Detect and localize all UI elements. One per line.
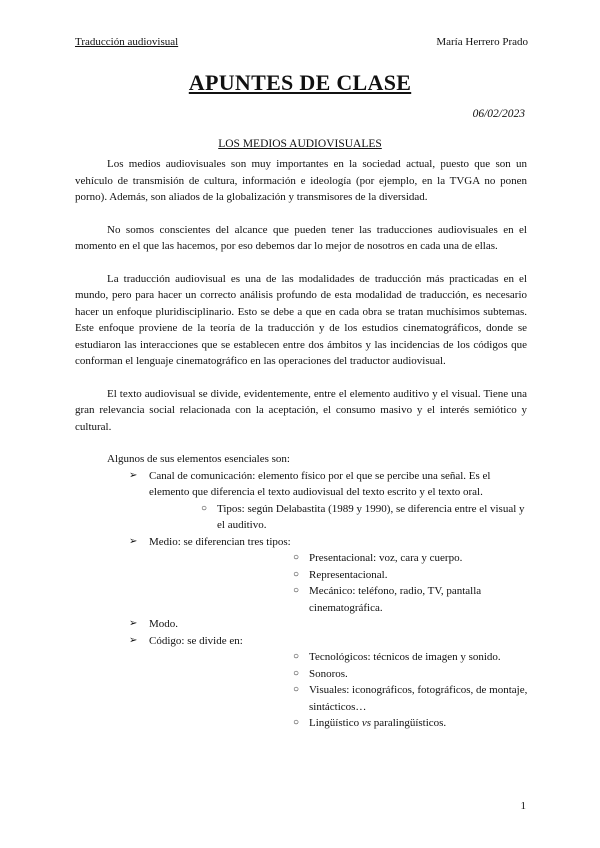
sub-list-item (289, 550, 549, 567)
arrow-bullet-icon: ➢ (129, 535, 138, 547)
circle-bullet-icon: ○ (201, 502, 208, 514)
page-number: 1 (520, 800, 526, 812)
circle-bullet-icon: ○ (293, 684, 300, 695)
arrow-bullet-icon: ➢ (129, 634, 138, 646)
arrow-bullet-icon: ➢ (129, 618, 138, 629)
sub-list-item (289, 649, 549, 666)
sub-list-item-text: Tecnológicos: técnicos de imagen y sonido. (309, 651, 501, 663)
header-author: María Herrero Prado (436, 36, 528, 48)
list-item (127, 468, 527, 534)
paragraph: La traducción audiovisual es una de las modalidades de traducción más practicadas en el mundo, pero para hacer un correcto análisis profundo de esta modalidad de traducción, es necesario hacer un enfoque pluridisciplinario. Esto se debe a que en cada obra se tratan muchísimos subtemas. Este enfoque proviene de la teoría de la traducción y de los estudios cinematográficos, donde se estudiaron las interacciones que se establecen entre dos ámbitos y las incidencias de los códigos que conforman el lenguaje cinematográfico en las operaciones del traductor audiovisual. (75, 272, 527, 367)
list-intro: Algunos de sus elementos esenciales son: (107, 453, 290, 465)
elements-list (75, 468, 527, 732)
list-item (127, 616, 527, 633)
sub-list-item (289, 583, 549, 616)
sub-list-item-text: Representacional. (309, 568, 388, 581)
paragraph: El texto audiovisual se divide, evidentemente, entre el elemento auditivo y el visual. Tiene una gran relevancia social relacionada con la aceptación, el consumo masivo y el interés semiótico y cultural. (75, 387, 527, 433)
sub-list-item-text: Sonoros. (309, 667, 348, 680)
sub-list-item (197, 501, 527, 534)
sub-list (289, 649, 549, 732)
sub-list-item-text: Presentacional: voz, cara y cuerpo. (309, 552, 463, 564)
circle-bullet-icon: ○ (293, 667, 300, 679)
circle-bullet-icon: ○ (293, 717, 300, 728)
arrow-bullet-icon: ➢ (129, 469, 138, 481)
section-title: LOS MEDIOS AUDIOVISUALES (218, 138, 382, 150)
document-date: 06/02/2023 (472, 108, 525, 120)
text-fragment: paralingüísticos. (371, 717, 447, 729)
sub-list-item (289, 715, 549, 732)
circle-bullet-icon: ○ (293, 552, 300, 563)
sub-list (149, 501, 527, 534)
list-item (127, 633, 527, 732)
list-item-text: Canal de comunicación: elemento físico por el que se percibe una señal. Es el elemento que diferencia el texto audiovisual del texto escrito y el texto oral. (149, 469, 491, 498)
sub-list-item-text: Visuales: iconográficos, fotográficos, de montaje, sintácticos… (309, 684, 528, 713)
document-body (75, 156, 527, 732)
list-item-text: Modo. (149, 618, 179, 630)
header-subject: Traducción audiovisual (75, 36, 179, 48)
sub-list-item (289, 666, 549, 683)
paragraph: No somos conscientes del alcance que pueden tener las traducciones audiovisuales en el momento en el que las hacemos, por eso debemos dar lo mejor de nosotros en cada una de ellas. (75, 223, 527, 252)
list-item-text: Medio: se diferencian tres tipos: (149, 535, 291, 548)
circle-bullet-icon: ○ (293, 651, 300, 662)
sub-list-item (289, 567, 549, 584)
list-item-text: Código: se divide en: (149, 634, 243, 647)
list-item (127, 534, 527, 617)
paragraph: Los medios audiovisuales son muy importantes en la sociedad actual, puesto que son un vehículo de transmisión de cultura, información e ideología (por ejemplo, en la TVGA no ponen porno). Además, son aliados de la globalización y transmisores de la diversidad. (75, 158, 527, 203)
text-fragment: Lingüístico (309, 717, 362, 729)
sub-list-item (289, 682, 549, 715)
circle-bullet-icon: ○ (293, 568, 300, 580)
sub-list (289, 550, 549, 616)
circle-bullet-icon: ○ (293, 585, 300, 596)
page-title: APUNTES DE CLASE (188, 70, 412, 95)
sub-list-item-text (309, 717, 446, 729)
italic-fragment: vs (361, 717, 372, 729)
sub-list-item-text: Tipos: según Delabastita (1989 y 1990), se diferencia entre el visual y el auditivo. (217, 502, 525, 531)
sub-list-item-text: Mecánico: teléfono, radio, TV, pantalla cinematográfica. (309, 585, 482, 614)
